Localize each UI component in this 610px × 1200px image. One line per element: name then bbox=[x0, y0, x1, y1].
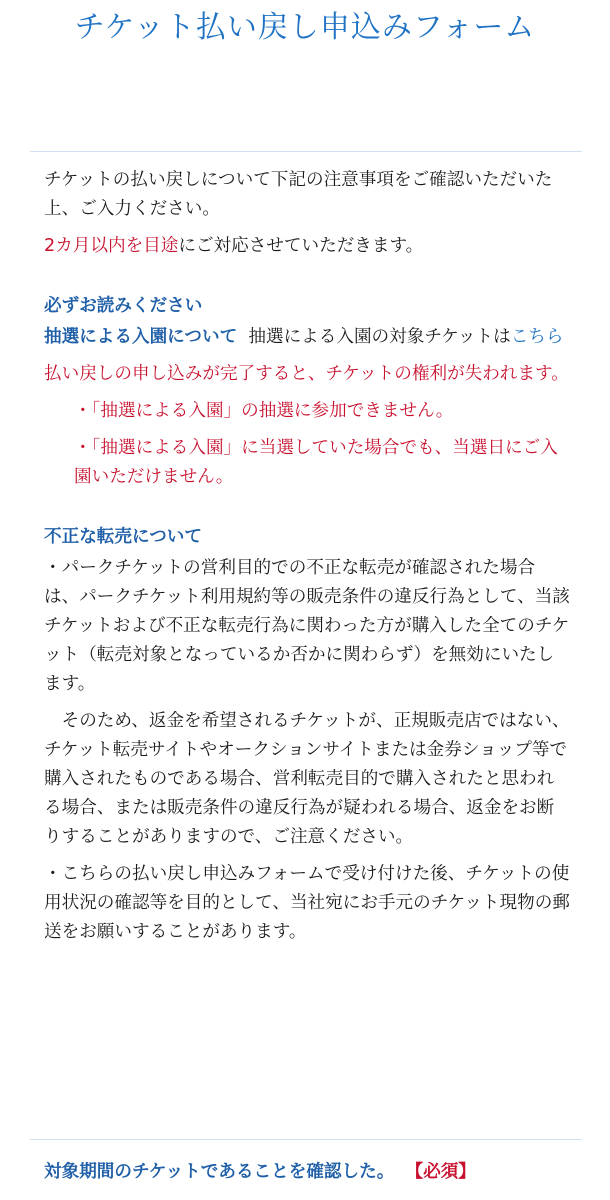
must-read-heading: 必ずお読みください bbox=[44, 296, 203, 316]
bottom-divider bbox=[30, 1139, 582, 1140]
notice-content bbox=[44, 166, 570, 947]
confirm-label: 対象期間のチケットであることを確認した。 bbox=[44, 1162, 395, 1182]
forfeit-warning: 払い戻しの申し込みが完了すると、チケットの権利が失われます。 bbox=[44, 364, 569, 384]
top-divider bbox=[30, 151, 582, 152]
deadline-text bbox=[44, 232, 570, 261]
required-badge: 【必須】 bbox=[405, 1162, 476, 1182]
forfeit-bullet-list bbox=[44, 397, 570, 492]
forfeit-bullet-2: ・「抽選による入園」に当選していた場合でも、当選日にご入園いただけません。 bbox=[74, 438, 558, 487]
forfeit-bullet-1: ・「抽選による入園」の抽選に参加できません。 bbox=[74, 401, 454, 421]
page-title: チケット払い戻し申込みフォーム bbox=[74, 10, 536, 45]
intro-text: チケットの払い戻しについて下記の注意事項をご確認いただいた上、ご入力ください。 bbox=[44, 170, 553, 219]
resale-paragraph-3: ・こちらの払い戻し申込みフォームで受け付けた後、チケットの使用状況の確認等を目的として、当社宛にお手元のチケット現物の郵送をお願いすることがあります。 bbox=[44, 864, 570, 942]
resale-paragraph-2: そのため、返金を希望されるチケットが、正規販売店ではない、チケット転売サイトやオークションサイトまたは金券ショップ等で購入されたものである場合、営利転売目的で購入されたと思われる場合、または販売条件の違反行為が疑われる場合、返金をお断りすることがありますので、ご注意ください。 bbox=[44, 711, 570, 847]
lottery-title: 抽選による入園について bbox=[44, 327, 238, 347]
deadline-rest: にご対応させていただきます。 bbox=[178, 236, 424, 256]
resale-paragraph-1: ・パークチケットの営利目的での不正な転売が確認された場合は、パークチケット利用規約等の販売条件の違反行為として、当該チケットおよび不正な転売行為に関わった方が購入した全てのチケット（転売対象となっているか否かに関わらず）を無効にいたします。 bbox=[44, 558, 570, 694]
confirm-row[interactable] bbox=[44, 1158, 584, 1187]
lottery-link[interactable]: こちら bbox=[510, 327, 564, 347]
deadline-highlight: 2カ月以内を目途 bbox=[44, 236, 179, 256]
lottery-info bbox=[44, 323, 570, 352]
resale-heading: 不正な転売について bbox=[44, 527, 202, 547]
lottery-text: 抽選による入園の対象チケットは bbox=[248, 327, 511, 347]
